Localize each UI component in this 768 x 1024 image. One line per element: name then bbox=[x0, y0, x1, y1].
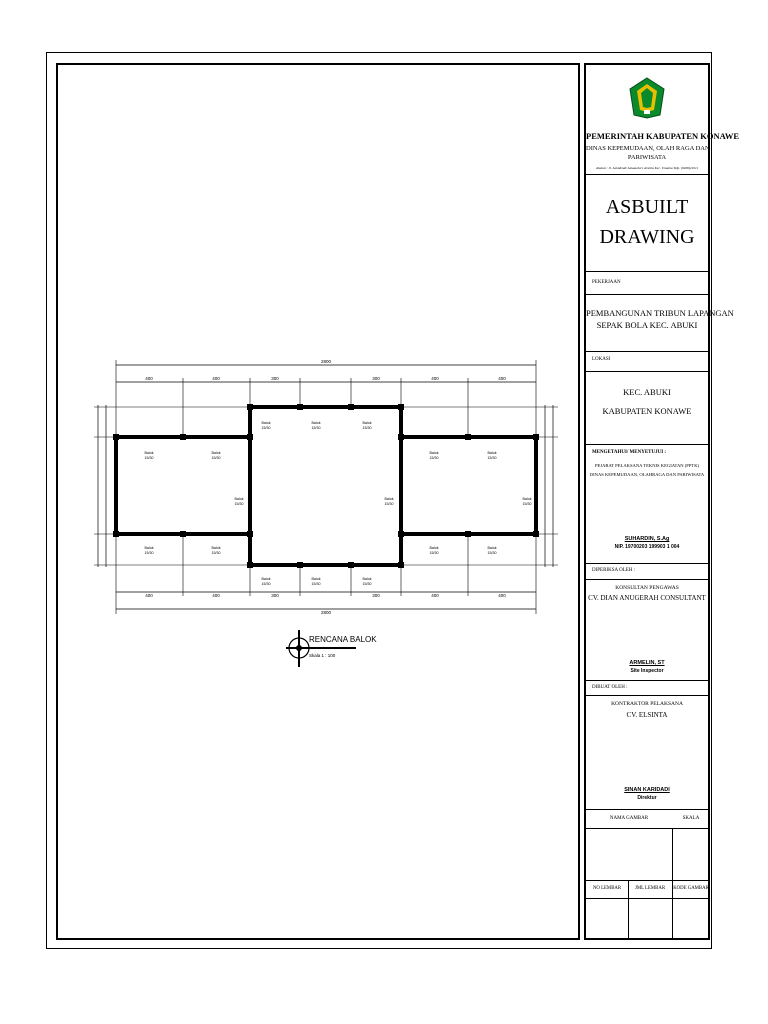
svg-text:Balok: Balok bbox=[429, 546, 439, 550]
beam-tag bbox=[523, 497, 532, 506]
beam-tag bbox=[262, 577, 271, 586]
svg-text:15/30: 15/30 bbox=[487, 551, 497, 555]
beam-tag bbox=[363, 577, 372, 586]
maker-name: SINAN KARIDADI bbox=[624, 787, 670, 793]
svg-text:15/30: 15/30 bbox=[144, 456, 154, 460]
dim-total-bottom: 2800 bbox=[320, 610, 332, 615]
svg-text:Balok: Balok bbox=[261, 577, 271, 581]
beam-tag bbox=[212, 451, 221, 460]
svg-text:15/30: 15/30 bbox=[234, 502, 244, 506]
beam-tag bbox=[488, 546, 497, 555]
beam-tag bbox=[385, 497, 394, 506]
department-line2: PARIWISATA bbox=[627, 154, 667, 161]
svg-text:Balok: Balok bbox=[234, 497, 244, 501]
dim-total-top: 2800 bbox=[320, 359, 332, 364]
svg-text:15/30: 15/30 bbox=[362, 426, 372, 430]
beam-tag bbox=[145, 451, 154, 460]
approval-role-line1: PEJABAT PELAKSANA TEKNIS KEGIATAN (PPTK) bbox=[594, 463, 700, 468]
svg-text:15/30: 15/30 bbox=[261, 426, 271, 430]
svg-text:Balok: Balok bbox=[384, 497, 394, 501]
approver-nip: NIP. 19700203 199903 1 004 bbox=[614, 544, 680, 550]
svg-text:Balok: Balok bbox=[487, 451, 497, 455]
location-line2: KABUPATEN KONAWE bbox=[602, 406, 692, 416]
drawing-name-label: NAMA GAMBAR bbox=[609, 816, 649, 821]
checker-company: CV. DIAN ANUGERAH CONSULTANT bbox=[588, 594, 706, 602]
beam-tag bbox=[235, 497, 244, 506]
beam-tag bbox=[430, 546, 439, 555]
svg-text:15/30: 15/30 bbox=[311, 426, 321, 430]
svg-text:15/30: 15/30 bbox=[311, 582, 321, 586]
dim-bottom: 400 bbox=[431, 593, 439, 598]
maker-role: KONTRAKTOR PELAKSANA bbox=[611, 701, 683, 707]
project-line1: PEMBANGUNAN TRIBUN LAPANGAN bbox=[586, 308, 734, 318]
dim-bottom: 300 bbox=[271, 593, 279, 598]
svg-text:Balok: Balok bbox=[362, 577, 372, 581]
checker-name: ARMELIN, ST bbox=[629, 660, 665, 666]
beam-tag bbox=[488, 451, 497, 460]
dim-top: 300 bbox=[372, 376, 380, 381]
location-line1: KEC. ABUKI bbox=[623, 387, 671, 397]
svg-text:15/30: 15/30 bbox=[211, 551, 221, 555]
sheet-count-label: JML LEMBAR bbox=[634, 886, 666, 891]
svg-text:Balok: Balok bbox=[522, 497, 532, 501]
drawing-type-line2: DRAWING bbox=[599, 226, 695, 248]
drawing-type-line1: ASBUILT bbox=[605, 196, 689, 218]
svg-text:Balok: Balok bbox=[429, 451, 439, 455]
made-label: DIBUAT OLEH : bbox=[592, 685, 628, 690]
svg-text:15/30: 15/30 bbox=[429, 551, 439, 555]
scale-label: SKALA bbox=[682, 816, 700, 821]
beam-tag bbox=[212, 546, 221, 555]
project-line2: SEPAK BOLA KEC. ABUKI bbox=[596, 320, 698, 330]
beam-tag bbox=[312, 421, 321, 430]
beam-tag bbox=[262, 421, 271, 430]
svg-text:Balok: Balok bbox=[311, 577, 321, 581]
dim-top: 400 bbox=[212, 376, 220, 381]
approver-name: SUHARDIN, S.Ag bbox=[624, 536, 670, 542]
lokasi-label: LOKASI bbox=[592, 357, 611, 362]
svg-text:Balok: Balok bbox=[211, 546, 221, 550]
maker-title: Direktur bbox=[637, 795, 657, 801]
svg-text:Balok: Balok bbox=[144, 451, 154, 455]
svg-text:15/30: 15/30 bbox=[522, 502, 532, 506]
institution-name: PEMERINTAH KABUPATEN KONAWE bbox=[586, 131, 740, 141]
plan-title: RENCANA BALOK bbox=[309, 635, 377, 644]
svg-text:15/30: 15/30 bbox=[144, 551, 154, 555]
department-line1: DINAS KEPEMUDAAN, OLAH RAGA DAN bbox=[586, 145, 710, 152]
drawing-code-label: KODE GAMBAR bbox=[673, 886, 709, 891]
svg-text:15/30: 15/30 bbox=[211, 456, 221, 460]
svg-text:15/30: 15/30 bbox=[362, 582, 372, 586]
dim-top: 400 bbox=[498, 376, 506, 381]
svg-text:15/30: 15/30 bbox=[384, 502, 394, 506]
dim-top: 400 bbox=[145, 376, 153, 381]
dim-bottom: 300 bbox=[372, 593, 380, 598]
dim-bottom: 400 bbox=[498, 593, 506, 598]
konawe-emblem-icon bbox=[629, 77, 665, 119]
dim-bottom: 400 bbox=[145, 593, 153, 598]
checker-role: KONSULTAN PENGAWAS bbox=[615, 585, 679, 591]
beam-tag bbox=[363, 421, 372, 430]
dim-top: 400 bbox=[431, 376, 439, 381]
beam-tag bbox=[145, 546, 154, 555]
approval-role-line2: DINAS KEPEMUDAAN, OLAHRAGA DAN PARIWISATA bbox=[589, 472, 705, 477]
checker-title: Site Inspector bbox=[630, 668, 664, 674]
svg-text:15/30: 15/30 bbox=[429, 456, 439, 460]
svg-text:Balok: Balok bbox=[311, 421, 321, 425]
dim-top: 300 bbox=[271, 376, 279, 381]
svg-text:Balok: Balok bbox=[211, 451, 221, 455]
svg-text:15/30: 15/30 bbox=[487, 456, 497, 460]
svg-text:Balok: Balok bbox=[261, 421, 271, 425]
title-block bbox=[584, 63, 740, 940]
approval-label: MENGETAHUI/ MENYETUJUI : bbox=[592, 450, 667, 455]
svg-text:15/30: 15/30 bbox=[261, 582, 271, 586]
checked-label: DIPERIKSA OLEH : bbox=[592, 568, 636, 573]
maker-company: CV. ELSINTA bbox=[626, 711, 668, 719]
beam-tag bbox=[430, 451, 439, 460]
beam-tag bbox=[312, 577, 321, 586]
dim-bottom: 400 bbox=[212, 593, 220, 598]
pekerjaan-label: PEKERJAAN bbox=[592, 280, 621, 285]
plan-scale: Skala 1 : 100 bbox=[309, 653, 336, 658]
sheet-no-label: NO LEMBAR bbox=[592, 886, 622, 891]
svg-text:Balok: Balok bbox=[362, 421, 372, 425]
office-address: Alamat : Jl. Lakidende Lakaaeha's Arsnila Kec. Unaaha Telp. (0408)21011 bbox=[595, 166, 699, 170]
svg-text:Balok: Balok bbox=[487, 546, 497, 550]
svg-text:Balok: Balok bbox=[144, 546, 154, 550]
